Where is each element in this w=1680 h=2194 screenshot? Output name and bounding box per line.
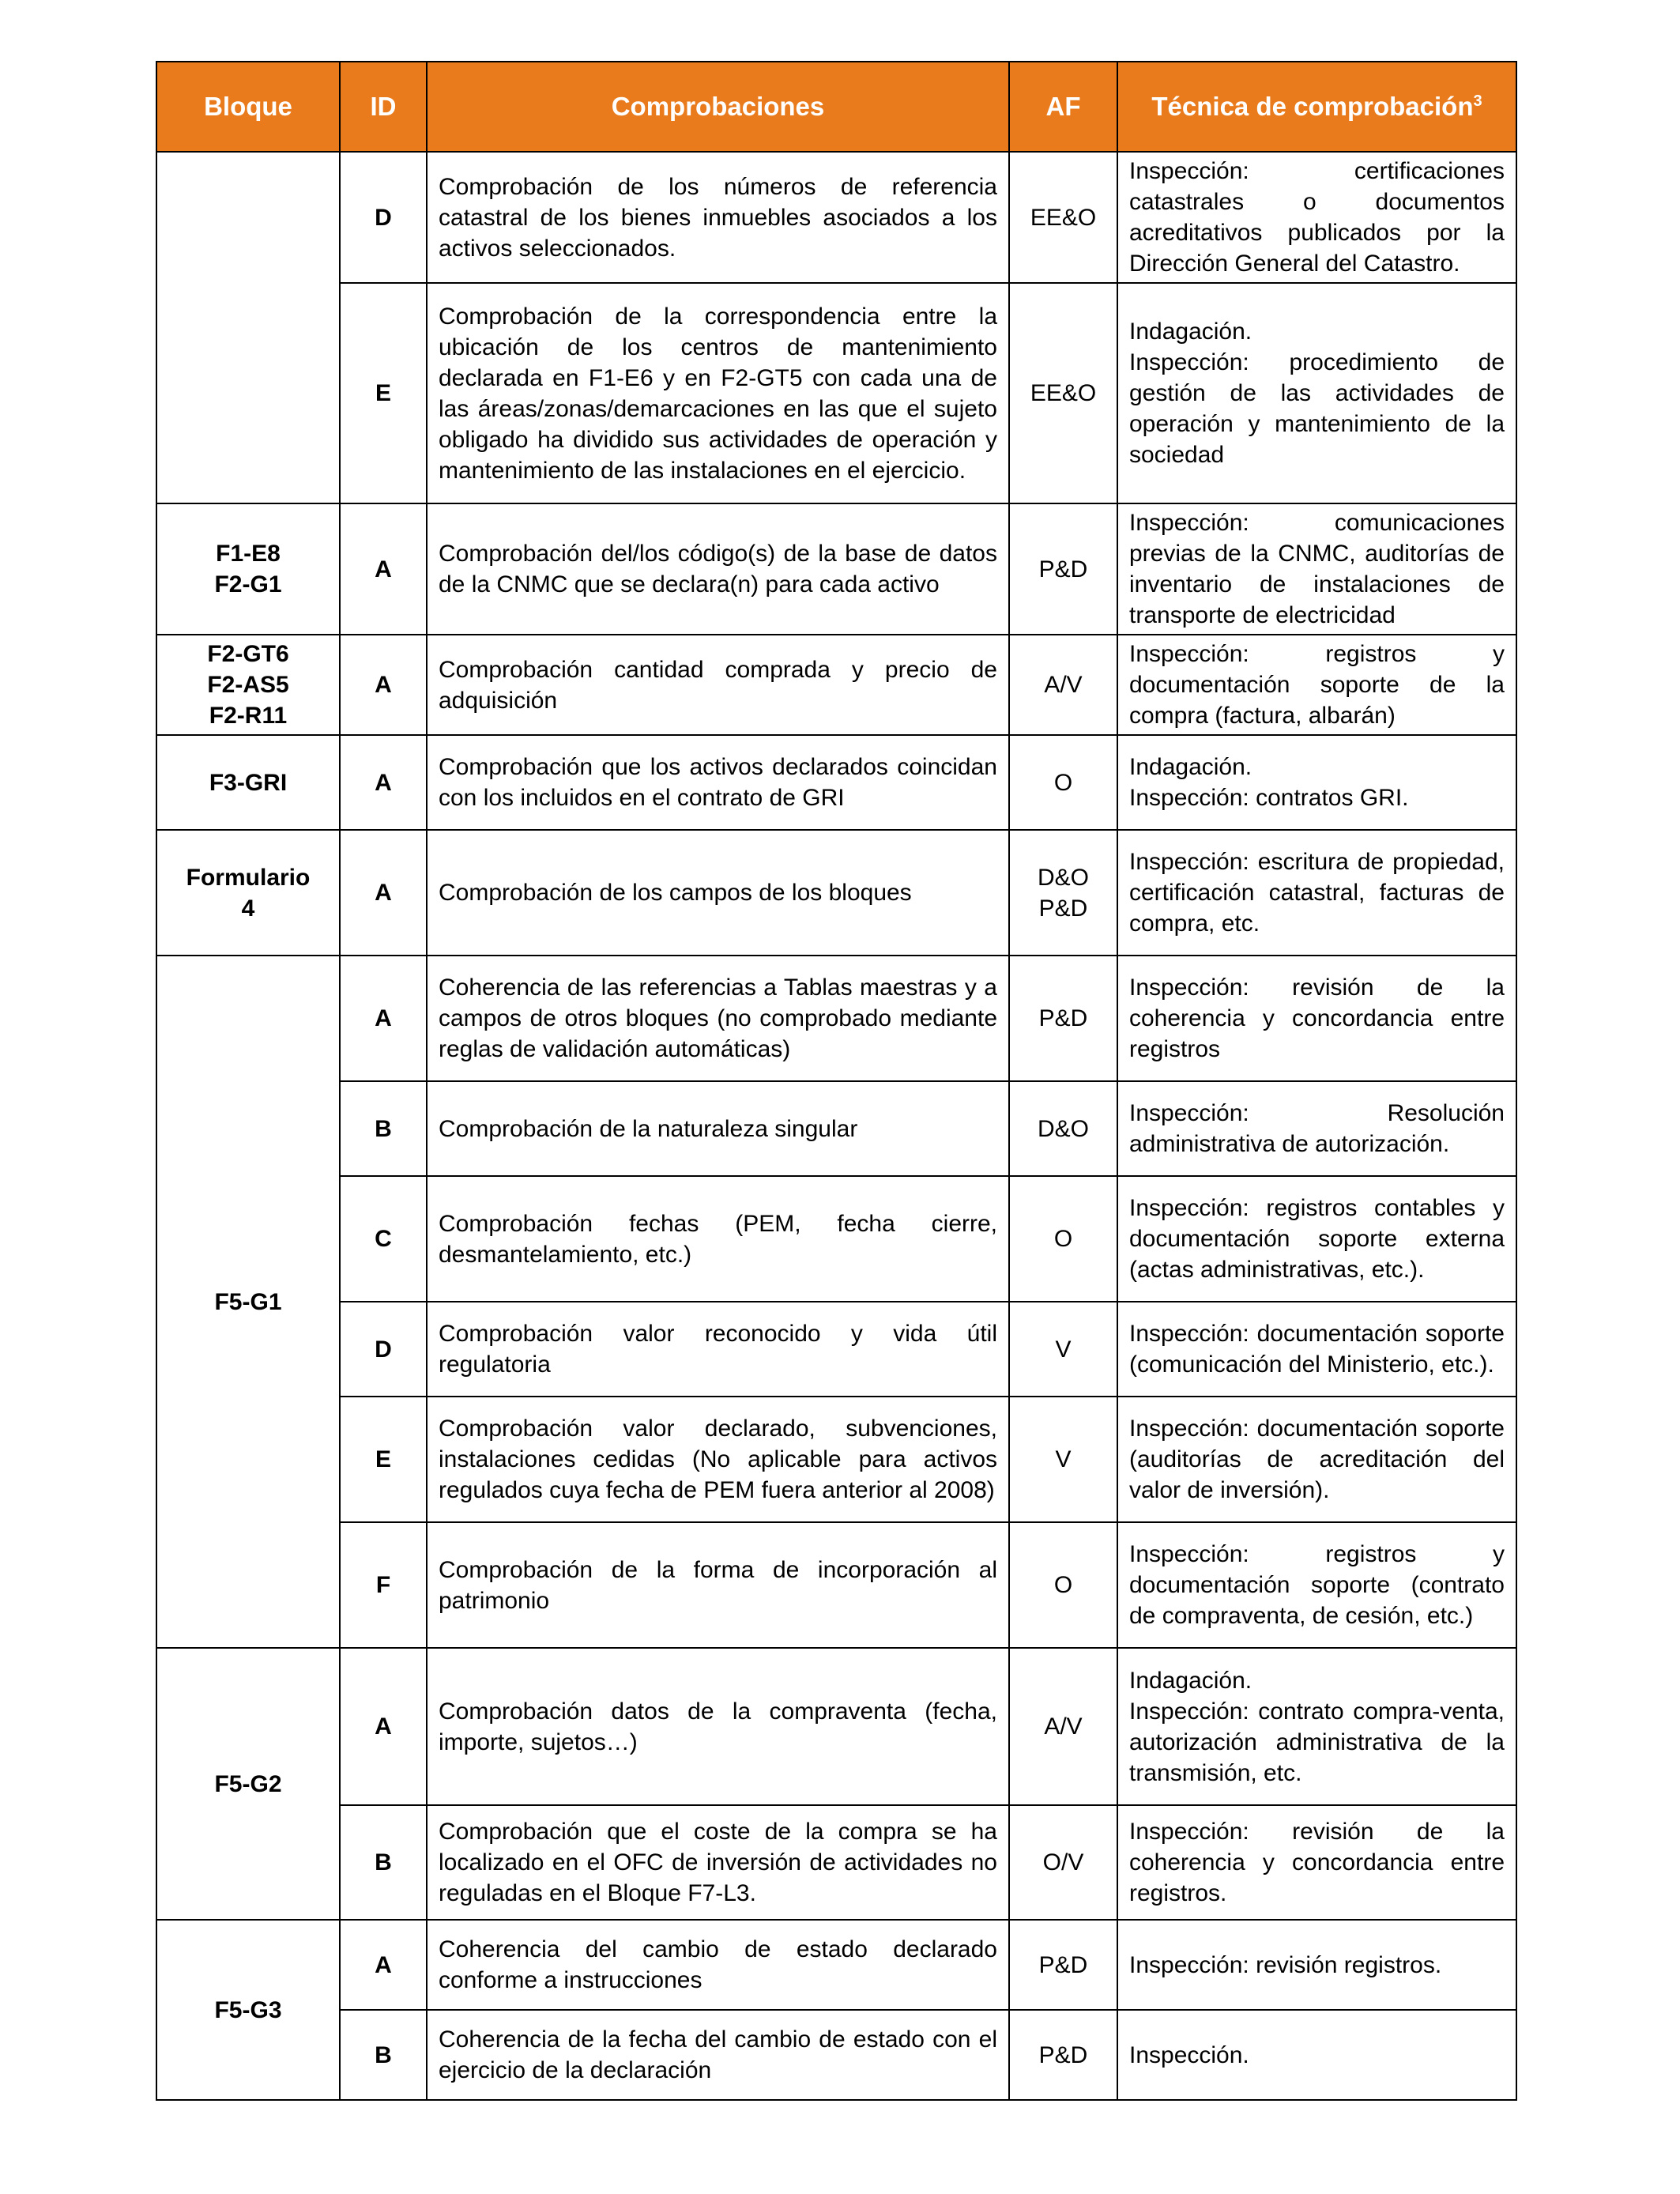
header-tecnica-label: Técnica de comprobación xyxy=(1151,92,1474,121)
af-cell: P&D xyxy=(1009,956,1117,1081)
comprobacion-cell: Comprobación de la naturaleza singular xyxy=(427,1081,1009,1176)
id-cell: A xyxy=(340,956,427,1081)
table-row xyxy=(156,735,1516,830)
table-row xyxy=(156,1522,1516,1648)
id-cell: E xyxy=(340,1397,427,1522)
comprobacion-cell: Comprobación cantidad comprada y precio de adquisición xyxy=(427,635,1009,735)
table-row xyxy=(156,1805,1516,1920)
tecnica-cell: Inspección: revisión de la coherencia y concordancia entre registros xyxy=(1117,956,1516,1081)
tecnica-cell: Indagación. Inspección: contrato compra-venta, autorización administrativa de la transmisión, etc. xyxy=(1117,1648,1516,1805)
table-row xyxy=(156,830,1516,956)
id-cell: E xyxy=(340,283,427,503)
bloque-cell: F3-GRI xyxy=(156,735,340,830)
table-row xyxy=(156,1648,1516,1805)
header-bloque: Bloque xyxy=(156,62,340,152)
table-row xyxy=(156,283,1516,503)
tecnica-cell: Inspección: registros y documentación soporte de la compra (factura, albarán) xyxy=(1117,635,1516,735)
comprobacion-cell: Comprobación valor declarado, subvenciones, instalaciones cedidas (No aplicable para activos regulados cuya fecha de PEM fuera anterior al 2008) xyxy=(427,1397,1009,1522)
af-cell: EE&O xyxy=(1009,152,1117,283)
af-cell: A/V xyxy=(1009,635,1117,735)
tecnica-cell: Inspección. xyxy=(1117,2010,1516,2100)
id-cell: D xyxy=(340,152,427,283)
tecnica-cell: Inspección: escritura de propiedad, certificación catastral, facturas de compra, etc. xyxy=(1117,830,1516,956)
comprobacion-cell: Coherencia de las referencias a Tablas maestras y a campos de otros bloques (no comprobado mediante reglas de validación automáticas) xyxy=(427,956,1009,1081)
id-cell: B xyxy=(340,2010,427,2100)
table-header-row xyxy=(156,62,1516,152)
id-cell: D xyxy=(340,1302,427,1397)
bloque-cell: F5-G1 xyxy=(156,956,340,1648)
header-af: AF xyxy=(1009,62,1117,152)
comprobacion-cell: Comprobación que los activos declarados coincidan con los incluidos en el contrato de GRI xyxy=(427,735,1009,830)
af-cell: EE&O xyxy=(1009,283,1117,503)
af-cell: O xyxy=(1009,1176,1117,1302)
comprobacion-cell: Comprobación del/los código(s) de la base de datos de la CNMC que se declara(n) para cada activo xyxy=(427,503,1009,635)
tecnica-cell: Inspección: revisión de la coherencia y concordancia entre registros. xyxy=(1117,1805,1516,1920)
id-cell: C xyxy=(340,1176,427,1302)
table-row xyxy=(156,1397,1516,1522)
table-row xyxy=(156,1081,1516,1176)
header-id: ID xyxy=(340,62,427,152)
af-cell: A/V xyxy=(1009,1648,1117,1805)
table-row xyxy=(156,503,1516,635)
af-cell: D&O P&D xyxy=(1009,830,1117,956)
tecnica-cell: Indagación. Inspección: contratos GRI. xyxy=(1117,735,1516,830)
af-cell: V xyxy=(1009,1302,1117,1397)
id-cell: A xyxy=(340,1920,427,2010)
comprobacion-cell: Comprobación de los números de referencia catastral de los bienes inmuebles asociados a los activos seleccionados. xyxy=(427,152,1009,283)
footnote-ref: 3 xyxy=(1473,92,1482,110)
comprobacion-cell: Comprobación de la correspondencia entre la ubicación de los centros de mantenimiento declarada en F1-E6 y en F2-GT5 con cada una de las áreas/zonas/demarcaciones en las que el sujeto obligado ha dividido sus actividades de operación y mantenimiento de las instalaciones en el ejercicio. xyxy=(427,283,1009,503)
comprobacion-cell: Coherencia del cambio de estado declarado conforme a instrucciones xyxy=(427,1920,1009,2010)
table-row xyxy=(156,152,1516,283)
id-cell: F xyxy=(340,1522,427,1648)
tecnica-cell: Inspección: documentación soporte (auditorías de acreditación del valor de inversión). xyxy=(1117,1397,1516,1522)
tecnica-cell: Inspección: comunicaciones previas de la CNMC, auditorías de inventario de instalaciones de transporte de electricidad xyxy=(1117,503,1516,635)
table-row xyxy=(156,1176,1516,1302)
af-cell: P&D xyxy=(1009,503,1117,635)
af-cell: V xyxy=(1009,1397,1117,1522)
id-cell: A xyxy=(340,635,427,735)
table-row xyxy=(156,1920,1516,2010)
tecnica-cell: Indagación. Inspección: procedimiento de gestión de las actividades de operación y mantenimiento de la sociedad xyxy=(1117,283,1516,503)
comprobacion-cell: Comprobación datos de la compraventa (fecha, importe, sujetos…) xyxy=(427,1648,1009,1805)
verification-table xyxy=(156,61,1517,2101)
comprobacion-cell: Comprobación de la forma de incorporación al patrimonio xyxy=(427,1522,1009,1648)
af-cell: D&O xyxy=(1009,1081,1117,1176)
tecnica-cell: Inspección: certificaciones catastrales o documentos acreditativos publicados por la Dirección General del Catastro. xyxy=(1117,152,1516,283)
af-cell: P&D xyxy=(1009,2010,1117,2100)
bloque-cell: F5-G3 xyxy=(156,1920,340,2100)
table-row xyxy=(156,956,1516,1081)
af-cell: O xyxy=(1009,735,1117,830)
id-cell: A xyxy=(340,1648,427,1805)
af-cell: P&D xyxy=(1009,1920,1117,2010)
table-row xyxy=(156,2010,1516,2100)
table-row xyxy=(156,1302,1516,1397)
id-cell: A xyxy=(340,503,427,635)
id-cell: A xyxy=(340,735,427,830)
bloque-cell xyxy=(156,152,340,503)
af-cell: O xyxy=(1009,1522,1117,1648)
header-comprobaciones: Comprobaciones xyxy=(427,62,1009,152)
comprobacion-cell: Coherencia de la fecha del cambio de estado con el ejercicio de la declaración xyxy=(427,2010,1009,2100)
comprobacion-cell: Comprobación que el coste de la compra se ha localizado en el OFC de inversión de actividades no reguladas en el Bloque F7-L3. xyxy=(427,1805,1009,1920)
bloque-cell: F1-E8 F2-G1 xyxy=(156,503,340,635)
comprobacion-cell: Comprobación valor reconocido y vida útil regulatoria xyxy=(427,1302,1009,1397)
id-cell: A xyxy=(340,830,427,956)
bloque-cell: F5-G2 xyxy=(156,1648,340,1920)
header-tecnica xyxy=(1117,62,1516,152)
tecnica-cell: Inspección: revisión registros. xyxy=(1117,1920,1516,2010)
id-cell: B xyxy=(340,1081,427,1176)
tecnica-cell: Inspección: Resolución administrativa de autorización. xyxy=(1117,1081,1516,1176)
comprobacion-cell: Comprobación de los campos de los bloques xyxy=(427,830,1009,956)
bloque-cell: Formulario 4 xyxy=(156,830,340,956)
table-row xyxy=(156,635,1516,735)
tecnica-cell: Inspección: registros y documentación soporte (contrato de compraventa, de cesión, etc.) xyxy=(1117,1522,1516,1648)
af-cell: O/V xyxy=(1009,1805,1117,1920)
comprobacion-cell: Comprobación fechas (PEM, fecha cierre, desmantelamiento, etc.) xyxy=(427,1176,1009,1302)
tecnica-cell: Inspección: documentación soporte (comunicación del Ministerio, etc.). xyxy=(1117,1302,1516,1397)
bloque-cell: F2-GT6 F2-AS5 F2-R11 xyxy=(156,635,340,735)
tecnica-cell: Inspección: registros contables y documentación soporte externa (actas administrativas, etc.). xyxy=(1117,1176,1516,1302)
id-cell: B xyxy=(340,1805,427,1920)
